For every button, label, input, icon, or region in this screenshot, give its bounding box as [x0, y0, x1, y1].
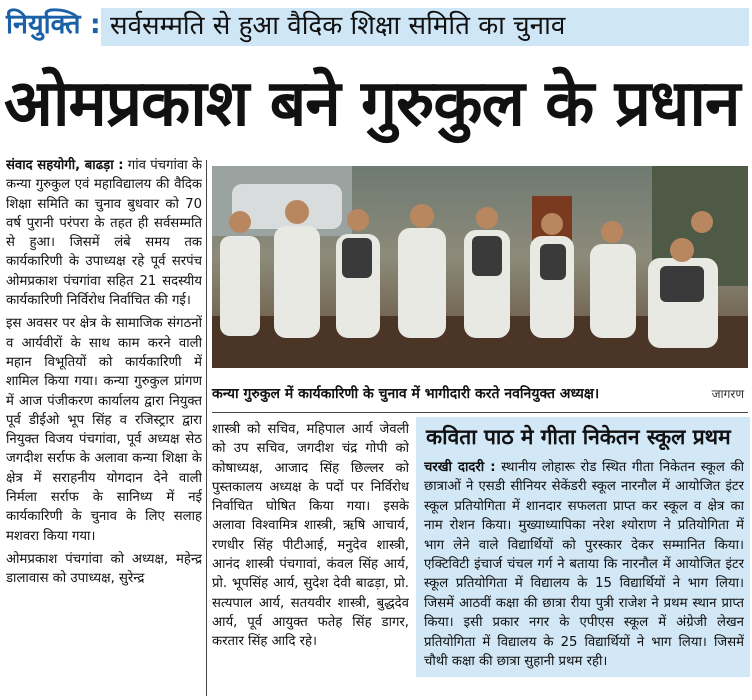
sidebar-text: स्थानीय लोहारू रोड स्थित गीता निकेतन स्कूल की छात्राओं ने एसडी सीनियर सेकेंडरी स्कूल नारनौल में आयोजित इंटर स्कूल प्रतियोगिता में शानदार सफलता प्राप्त कर स्कूल व क्षेत्र का नाम रोशन किया। मुख्याध्यापिका नरेश श्योराण ने प्रतियोगिता में भाग लेने वाले विद्यार्थियों को पुरस्कार देकर सम्मानित किया। एक्टिविटी इंचार्ज चंचल गर्ग ने बताया कि नारनौल में आयोजित इंटर स्कूल प्रतियोगिता में विद्यालय के 15 विद्यार्थियों ने भाग लिया। जिसमें आठवीं कक्षा की छात्रा रीया पुत्री राजेश ने प्रथम स्थान प्राप्त किया। इसी प्रकार नगर के एपीएस स्कूल में अंग्रेजी लेखन प्रतियोगिता में विद्यालय के 25 विद्यार्थियों ने भाग लिया। जिसमें चौथी कक्षा की छात्रा सुहानी प्रथम रही। [424, 460, 744, 670]
sidebar-byline: चरखी दादरी : [424, 460, 496, 475]
caption-divider [212, 412, 748, 413]
article-paragraph: ओमप्रकाश पंचगांवा को अध्यक्ष, महेन्द्र डालावास को उपाध्यक्ष, सुरेन्द्र [6, 551, 202, 587]
headline: ओमप्रकाश बने गुरुकुल के प्रधान [4, 67, 740, 141]
photo-caption-text: कन्या गुरुकुल में कार्यकारिणी के चुनाव में भागीदारी करते नवनियुक्त अध्यक्ष। [212, 386, 600, 402]
kicker-title: सर्वसम्मति से हुआ वैदिक शिक्षा समिति का चुनाव [110, 11, 566, 41]
article-paragraph [6, 156, 202, 310]
news-photo [212, 166, 748, 368]
sidebar-title: कविता पाठ मे गीता निकेतन स्कूल प्रथम [426, 425, 731, 449]
byline: संवाद सहयोगी, बाढड़ा : [6, 158, 124, 173]
photo-credit: जागरण [711, 387, 744, 401]
kicker-label: नियुक्ति : [6, 9, 101, 40]
photo-caption [212, 382, 748, 408]
article-paragraph-text: गांव पंचगांवा के कन्या गुरुकुल एवं महाविद्यालय की वैदिक शिक्षा समिति का चुनाव बुधवार को 70 वर्ष पुरानी परंपरा के तहत ही सर्वसम्मति से हुआ। जिसमें लंबे समय तक कार्यकारिणी के उपाध्यक्ष रहे पूर्व सरपंच ओमप्रकाश पंचगांवा सहित 21 सदस्यीय कार्यकारिणी निर्विरोध निर्वाचित की गई। [6, 158, 202, 309]
article-paragraph: शास्त्री को सचिव, महिपाल आर्य जेवली को उप सचिव, जगदीश चंद्र गोपी को कोषाध्यक्ष, आजाद सिंह छिल्लर को पुस्तकालय अध्यक्ष के पदों पर निर्विरोध निर्वाचित घोषित किया गया। इसके अलावा विश्वामित्र शास्त्री, ऋषि आचार्य, रणधीर सिंह पीटीआई, मनुदेव शास्त्री, आनंद शास्त्री पंचगावां, कंवल सिंह आर्य, प्रो. भूपसिंह आर्य, सुदेश देवी बाढड़ा, प्रो. सत्यपाल आर्य, सतयवीर शास्त्री, बुद्धदेव आर्य, पूर्व आयुक्त फतेह सिंह डागर, करतार सिंह आदि रहे। [212, 422, 409, 650]
column-divider [206, 160, 207, 696]
photo-illustration [212, 166, 748, 368]
kicker-band [0, 2, 752, 48]
article-paragraph: इस अवसर पर क्षेत्र के सामाजिक संगठनों व आर्यवीरों के साथ काम करने वाली महान विभूतियों को कार्यकारिणी में शामिल किया गया। कन्या गुरुकुल प्रांगण में आज पंजीकरण कार्यालय द्वारा नियुक्त पूर्व डीईओ भूप सिंह व रजिस्ट्रार द्वारा नियुक्त विजय पंचगांवा, पूर्व अध्यक्ष सेठ जगदीश सर्राफ के अलावा कन्या शिक्षा के क्षेत्र में सराहनीय योगदान देने वाली निर्मला सर्राफ के सानिध्य में नई कार्यकारिणी के चुनाव के लिए सलाह मशवरा किया गया। [6, 316, 202, 544]
article-column-left [6, 156, 202, 696]
sidebar-body [424, 458, 744, 684]
article-column-middle [212, 420, 409, 696]
